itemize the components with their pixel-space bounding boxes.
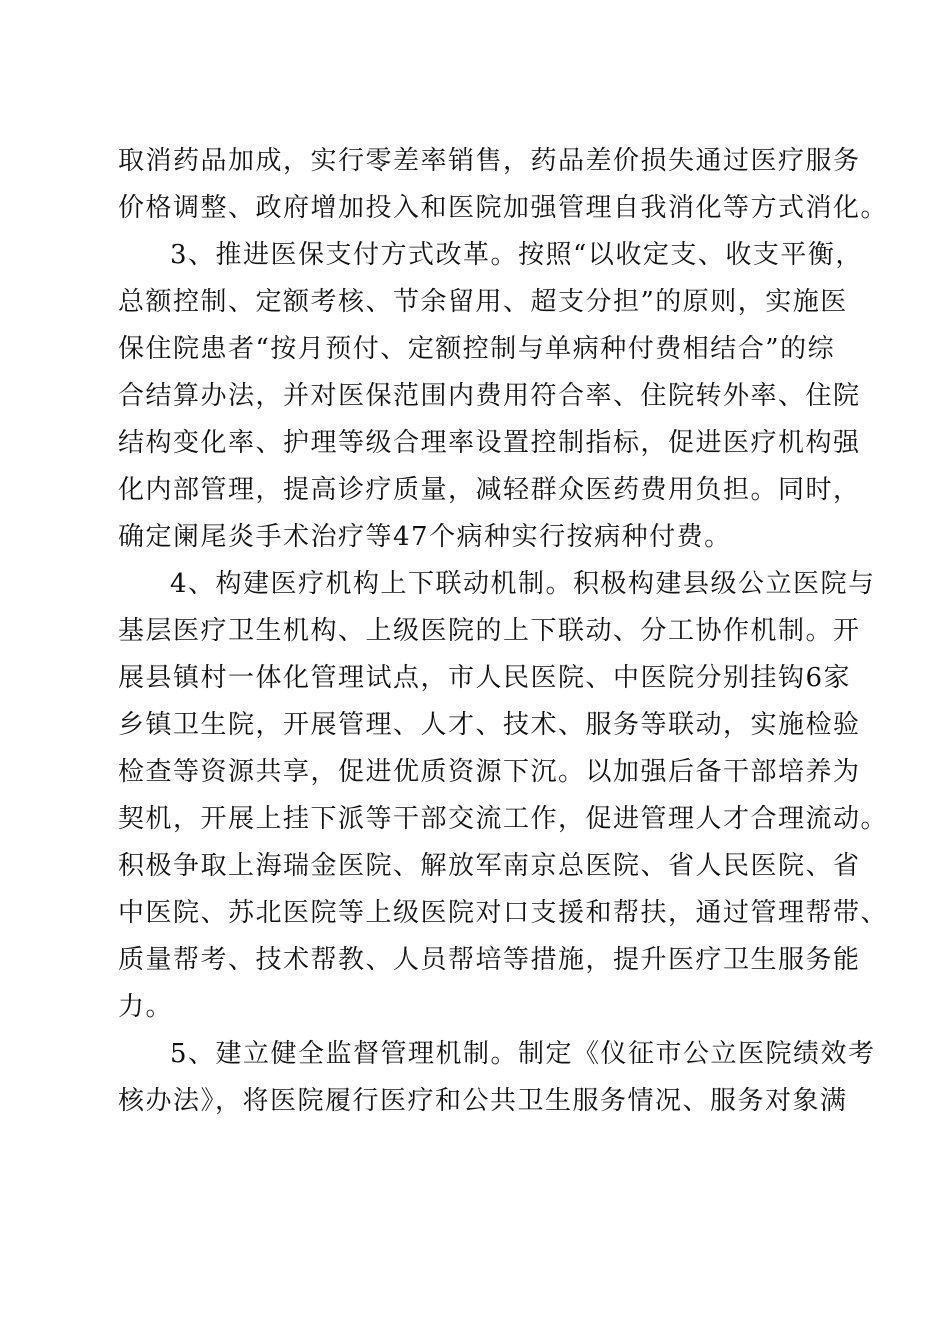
text-line: 合结算办法，并对医保范围内费用符合率、住院转外率、住院 — [118, 381, 861, 411]
text-line: 总额控制、定额考核、节余留用、超支分担”的原则，实施医 — [118, 287, 848, 317]
text-line: 积极争取上海瑞金医院、解放军南京总医院、省人民医院、省 — [118, 851, 861, 881]
text-line: 核办法》，将医院履行医疗和公共卫生服务情况、服务对象满 — [118, 1086, 848, 1116]
text-line: 乡镇卫生院，开展管理、人才、技术、服务等联动，实施检验 — [118, 710, 861, 740]
text-line: 确定阑尾炎手术治疗等47个病种实行按病种付费。 — [118, 522, 732, 552]
section-heading-line: 5、建立健全监督管理机制。制定《仪征市公立医院绩效考 — [170, 1039, 876, 1069]
section-heading-line: 3、推进医保支付方式改革。按照“以收定支、收支平衡， — [170, 240, 863, 270]
text-line: 质量帮考、技术帮教、人员帮培等措施，提升医疗卫生服务能 — [118, 945, 861, 975]
text-line: 中医院、苏北医院等上级医院对口支援和帮扶，通过管理帮带、 — [118, 898, 889, 928]
section-heading-line: 4、构建医疗机构上下联动机制。积极构建县级公立医院与 — [170, 569, 876, 599]
body-text — [118, 138, 889, 1125]
text-line: 取消药品加成，实行零差率销售，药品差价损失通过医疗服务 — [118, 146, 861, 176]
text-line: 展县镇村一体化管理试点，市人民医院、中医院分别挂钩6家 — [118, 663, 852, 693]
text-line: 契机，开展上挂下派等干部交流工作，促进管理人才合理流动。 — [118, 804, 889, 834]
text-line: 保住院患者“按月预付、定额控制与单病种付费相结合”的综 — [118, 334, 836, 364]
text-line: 结构变化率、护理等级合理率设置控制指标，促进医疗机构强 — [118, 428, 861, 458]
text-line: 力。 — [118, 992, 174, 1022]
text-line: 化内部管理，提高诊疗质量，减轻群众医药费用负担。同时， — [118, 475, 861, 505]
text-line: 价格调整、政府增加投入和医院加强管理自我消化等方式消化。 — [118, 193, 889, 223]
text-line: 基层医疗卫生机构、上级医院的上下联动、分工协作机制。开 — [118, 616, 861, 646]
text-line: 检查等资源共享，促进优质资源下沉。以加强后备干部培养为 — [118, 757, 861, 787]
